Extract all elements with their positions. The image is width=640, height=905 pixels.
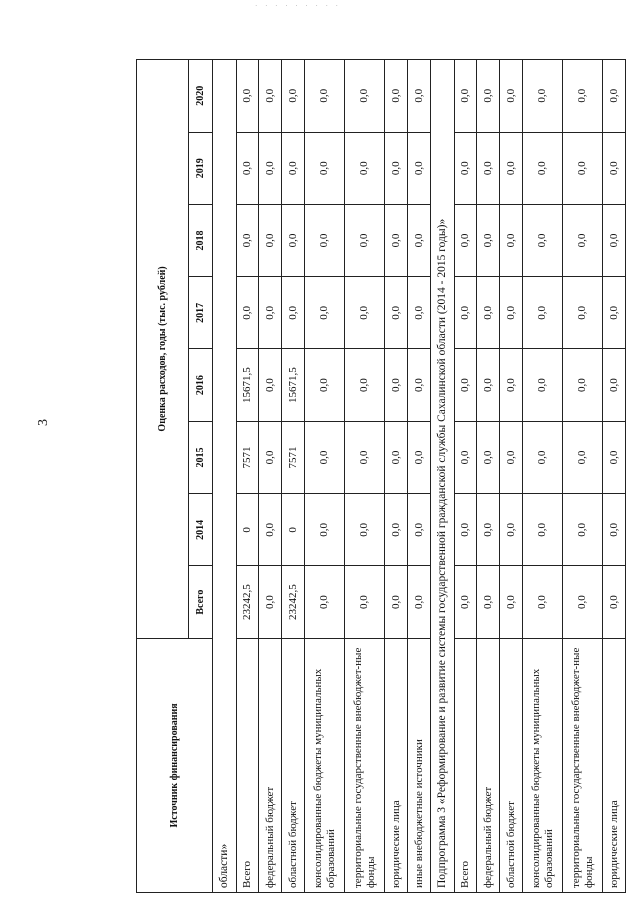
value-cell: 0,0 [236, 132, 259, 204]
value-cell: 0,0 [259, 132, 282, 204]
value-cell: 0,0 [523, 277, 563, 349]
value-cell: 0,0 [454, 60, 477, 133]
value-cell: 0,0 [523, 132, 563, 204]
value-cell: 0,0 [454, 132, 477, 204]
column-header: 2015 [189, 421, 213, 493]
value-cell: 0,0 [477, 277, 500, 349]
value-cell: 0,0 [477, 132, 500, 204]
value-cell: 0,0 [563, 60, 603, 133]
value-cell: 0,0 [345, 349, 385, 421]
row-label: федеральный бюджет [259, 638, 282, 892]
table-row [603, 60, 626, 893]
row-label: иные внебюджетные источники [408, 638, 431, 892]
table-row [408, 60, 431, 893]
row-label: территориальные государственные внебюджет-ные фонды [563, 638, 603, 892]
value-cell: 0,0 [345, 277, 385, 349]
value-cell: 0,0 [385, 277, 408, 349]
value-cell: 0,0 [345, 421, 385, 493]
section-row [213, 60, 237, 893]
value-cell: 0,0 [236, 277, 259, 349]
value-cell: 0,0 [523, 60, 563, 133]
value-cell: 0,0 [477, 60, 500, 133]
value-cell: 0,0 [408, 277, 431, 349]
table-row [500, 60, 523, 893]
value-cell: 0,0 [603, 566, 626, 638]
row-label: юридические лица [385, 638, 408, 892]
value-cell: 0,0 [603, 132, 626, 204]
value-cell: 0,0 [259, 421, 282, 493]
value-cell: 0,0 [305, 204, 345, 276]
value-cell: 0,0 [500, 60, 523, 133]
value-cell: 0,0 [259, 277, 282, 349]
value-cell: 0,0 [500, 494, 523, 566]
value-cell: 0,0 [259, 494, 282, 566]
value-cell: 0,0 [408, 349, 431, 421]
value-cell: 0,0 [408, 566, 431, 638]
value-cell: 0,0 [477, 421, 500, 493]
column-header: 2017 [189, 277, 213, 349]
column-header: 2020 [189, 60, 213, 133]
value-cell: 0,0 [305, 566, 345, 638]
value-cell: 0,0 [477, 204, 500, 276]
value-cell: 0,0 [305, 494, 345, 566]
value-cell: 23242,5 [282, 566, 305, 638]
value-cell: 15671,5 [236, 349, 259, 421]
value-cell: 0,0 [500, 349, 523, 421]
row-label: консолидированные бюджеты муниципальных образований [523, 638, 563, 892]
value-cell: 0,0 [385, 421, 408, 493]
table-row [454, 60, 477, 893]
value-cell: 0,0 [259, 566, 282, 638]
value-cell: 7571 [282, 421, 305, 493]
value-cell: 0,0 [454, 349, 477, 421]
table-row [282, 60, 305, 893]
value-cell: 0,0 [408, 421, 431, 493]
row-label: федеральный бюджет [477, 638, 500, 892]
value-cell: 7571 [236, 421, 259, 493]
value-cell: 0,0 [500, 204, 523, 276]
value-cell: 0,0 [236, 204, 259, 276]
value-cell: 0,0 [500, 566, 523, 638]
scan-mark: · · · · · · · · · [255, 2, 341, 10]
table-row [385, 60, 408, 893]
value-cell: 0,0 [603, 494, 626, 566]
value-cell: 0,0 [563, 204, 603, 276]
table-row [259, 60, 282, 893]
value-cell: 0,0 [259, 60, 282, 133]
value-cell: 0,0 [345, 132, 385, 204]
value-cell: 0,0 [603, 60, 626, 133]
value-cell: 23242,5 [236, 566, 259, 638]
page-number: 3 [36, 419, 51, 426]
value-cell: 0,0 [385, 566, 408, 638]
value-cell: 0,0 [523, 204, 563, 276]
value-cell: 0,0 [385, 132, 408, 204]
value-cell: 0,0 [345, 566, 385, 638]
value-cell: 0,0 [523, 566, 563, 638]
value-cell: 0,0 [282, 277, 305, 349]
row-label: Всего [454, 638, 477, 892]
header-source: Источник финансирования [137, 638, 213, 892]
value-cell: 0,0 [563, 494, 603, 566]
table-row [523, 60, 563, 893]
row-label: юридические лица [603, 638, 626, 892]
value-cell: 0,0 [385, 204, 408, 276]
value-cell: 0,0 [259, 349, 282, 421]
value-cell: 0,0 [563, 566, 603, 638]
value-cell: 0,0 [563, 132, 603, 204]
value-cell: 0,0 [408, 204, 431, 276]
value-cell: 0,0 [408, 60, 431, 133]
table-row [477, 60, 500, 893]
value-cell: 0,0 [523, 349, 563, 421]
value-cell: 0,0 [563, 421, 603, 493]
value-cell: 0,0 [236, 60, 259, 133]
table-row [305, 60, 345, 893]
row-label: областной бюджет [282, 638, 305, 892]
value-cell: 0,0 [282, 60, 305, 133]
value-cell: 0,0 [282, 132, 305, 204]
value-cell: 0,0 [385, 494, 408, 566]
column-header: 2014 [189, 494, 213, 566]
table-row [236, 60, 259, 893]
value-cell: 0,0 [454, 204, 477, 276]
section-label: Подпрограмма 3 «Реформирование и развитие системы государственной гражданской службы Сахалинской области (2014 - 2015 годы)» [430, 60, 454, 893]
value-cell: 0,0 [345, 204, 385, 276]
row-label: Всего [236, 638, 259, 892]
value-cell: 0,0 [603, 277, 626, 349]
value-cell: 0,0 [408, 494, 431, 566]
value-cell: 0,0 [454, 277, 477, 349]
value-cell: 0,0 [500, 277, 523, 349]
value-cell: 0,0 [500, 421, 523, 493]
header-estimate: Оценка расходов, годы (тыс. рублей) [137, 60, 189, 639]
value-cell: 0,0 [385, 349, 408, 421]
rotated-table-container [136, 59, 626, 893]
value-cell: 0,0 [477, 566, 500, 638]
column-header: 2018 [189, 204, 213, 276]
value-cell: 0,0 [305, 349, 345, 421]
value-cell: 0,0 [603, 204, 626, 276]
value-cell: 0,0 [603, 421, 626, 493]
financing-table [136, 59, 626, 893]
value-cell: 0,0 [345, 494, 385, 566]
value-cell: 0,0 [385, 60, 408, 133]
row-label: областной бюджет [500, 638, 523, 892]
value-cell: 0,0 [477, 494, 500, 566]
row-label: территориальные государственные внебюджет-ные фонды [345, 638, 385, 892]
value-cell: 0,0 [563, 277, 603, 349]
value-cell: 0,0 [305, 277, 345, 349]
value-cell: 0 [282, 494, 305, 566]
value-cell: 0,0 [477, 349, 500, 421]
value-cell: 0,0 [282, 204, 305, 276]
section-label: области» [213, 60, 237, 893]
value-cell: 0,0 [345, 60, 385, 133]
value-cell: 0,0 [563, 349, 603, 421]
value-cell: 0,0 [259, 204, 282, 276]
table-row [345, 60, 385, 893]
value-cell: 0,0 [454, 421, 477, 493]
value-cell: 0,0 [454, 494, 477, 566]
value-cell: 0 [236, 494, 259, 566]
section-row [430, 60, 454, 893]
value-cell: 0,0 [408, 132, 431, 204]
value-cell: 15671,5 [282, 349, 305, 421]
value-cell: 0,0 [305, 132, 345, 204]
value-cell: 0,0 [523, 494, 563, 566]
value-cell: 0,0 [305, 60, 345, 133]
column-header: 2019 [189, 132, 213, 204]
column-header: Всего [189, 566, 213, 638]
value-cell: 0,0 [603, 349, 626, 421]
table-row [563, 60, 603, 893]
value-cell: 0,0 [454, 566, 477, 638]
row-label: консолидированные бюджеты муниципальных образований [305, 638, 345, 892]
column-header: 2016 [189, 349, 213, 421]
value-cell: 0,0 [305, 421, 345, 493]
value-cell: 0,0 [523, 421, 563, 493]
value-cell: 0,0 [500, 132, 523, 204]
